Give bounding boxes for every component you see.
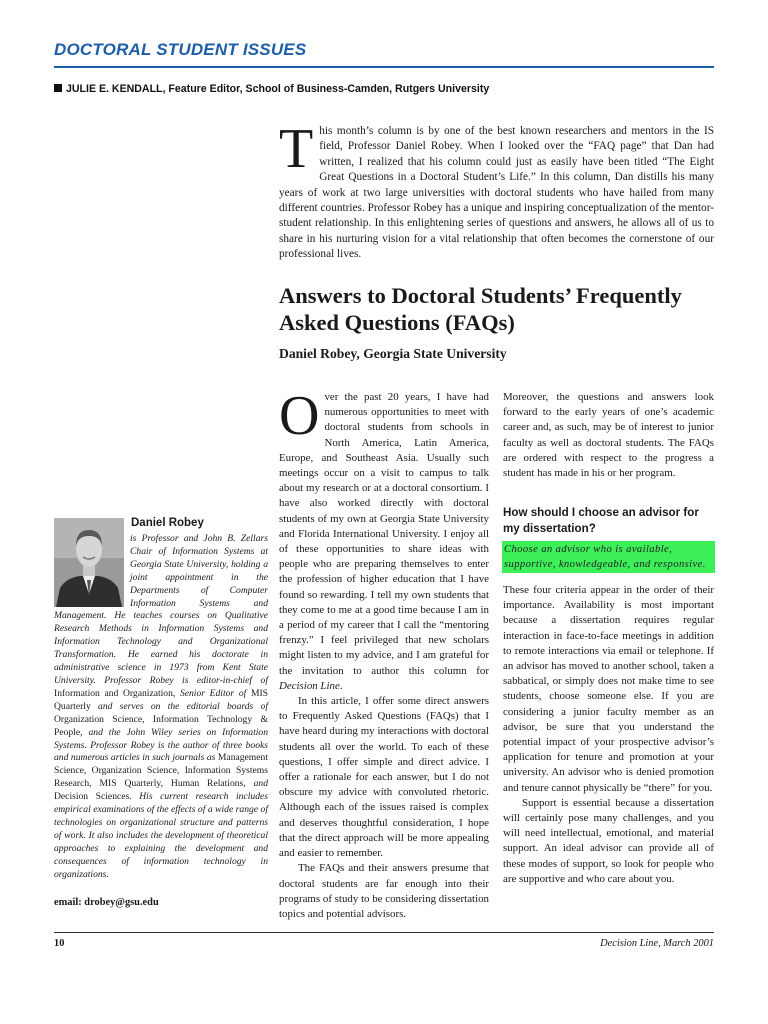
section-title: DOCTORAL STUDENT ISSUES <box>54 40 307 59</box>
body-right-paragraph-2: These four criteria appear in the order of their importance. Availability is most important because a dissertation requires regular interaction in face-to-face meetings in addition to remote interactions via email or telephone. If an advisor has moved to another school, taken a sabbatical, or simply does not make time to see students, choose someone else. If you are considering a junior faculty member as an advisor, be sure that you understand the potential impact of your prospective advisor’s application for tenure and promotion at your university. An advisor who is denied promotion and tenure cannot physically be “there” for you. <box>503 584 714 794</box>
publication-name: Decision Line, March 2001 <box>600 938 714 949</box>
decision-line-title: Decision Line <box>279 679 340 692</box>
author-name: Daniel Robey <box>131 517 204 529</box>
bio-text: and the John Wiley series on Information Systems. Professor Robey is the author of three books and numerous articles in such journals as <box>54 726 268 764</box>
intro-drop-cap: T <box>279 118 314 180</box>
bio-text: is Professor and John B. Zellars Chair of Information Systems at Georgia State University, holding a joint appointment in the Departments of Computer Information Systems and Management. He teaches courses on Qualitative Research Methods in Information Systems and Information Technology and Organizational Transformation. He earned his doctorate in administrative science in 1973 from Kent State University. Professor Robey is editor-in-chief of <box>54 533 268 686</box>
editor-credit <box>54 83 489 95</box>
faq-question: How should I choose an advisor for my dissertation? <box>503 506 699 535</box>
article-title: Answers to Doctoral Students’ Frequently Asked Questions (FAQs) <box>279 283 682 335</box>
bio-text: His current research includes empirical examinations of the effects of a wide range of technologies on organizational structure and patterns of work. It also includes the development of theoretical approaches to explaining the development and consequences of information technology in organizations. <box>54 791 268 880</box>
body-paragraph-1 <box>279 385 489 694</box>
faq-answer-highlight: Choose an advisor who is available, supportive, knowledgeable, and responsive. <box>502 541 715 573</box>
body-right-paragraph-1: Moreover, the questions and answers look forward to the early years of one’s academic career and, as such, may be of interest to junior faculty as well as doctoral students. The FAQs are ordered with respect to the progress a student has made in his or her program. <box>503 391 714 480</box>
bio-text: and serves on the editorial boards of <box>98 700 268 712</box>
body-p1-end: . <box>339 679 343 692</box>
body-drop-cap: O <box>279 385 320 447</box>
bio-text: Decision Sciences. <box>54 791 132 803</box>
bio-text: Information and Organization, <box>54 687 176 699</box>
bio-text: Senior Editor of <box>179 687 247 699</box>
editor-credit-text: JULIE E. KENDALL, Feature Editor, School of Business-Camden, Rutgers University <box>66 83 490 95</box>
bio-text: Management Science, Organization Science, Information Systems Research, MIS Quarterly, Human Relations, <box>54 752 268 790</box>
body-p1-text: ver the past 20 years, I have had numerous opportunities to meet with doctoral students from schools in North America, Latin America, Europe, and Southeast Asia. Usually such meetings occur on a visit to campus to talk about my research or at a doctoral consortium. I have also worked directly with doctoral students of my own at Georgia State University and Florida International University. I enjoy all of these opportunities to share ideas with people who are preparing themselves to enter the profession of higher education that I have found so rewarding. I tell my own students that they come to me at a good time because I am in a period of my career that I call the “mentoring frenzy.” I feel privileged that new scholars might listen to my advice, and I am grateful for the invitation to author this column for <box>279 391 489 677</box>
intro-paragraph <box>279 118 714 263</box>
article-byline: Daniel Robey, Georgia State University <box>279 346 507 361</box>
body-paragraph-2: In this article, I offer some direct answers to Frequently Asked Questions (FAQs) that I have heard during my interactions with doctoral students all over the world. To each of these questions, I offer simple and direct advice. I offer a rationale for each answer, but I do not obscure my advice with convoluted rhetoric. Although each of the issues raised is complex and deserves thoughtful consideration, I hope that the direct approach will be more appealing and easier to remember. <box>279 695 489 860</box>
square-bullet-icon <box>54 84 62 92</box>
bio-text: Organization Science, Information Technology & People, <box>54 713 268 738</box>
footer-rule <box>54 932 714 933</box>
page-number: 10 <box>54 938 65 949</box>
header-rule <box>54 66 714 68</box>
intro-text: his month’s column is by one of the best known researchers and mentors in the IS field, Professor Daniel Robey. When I looked over the “FAQ page” that Dan had written, I realized that his column could just as easily have been titled “The Eight Great Questions in a Doctoral Student’s Life.” In this column, Dan distills his many years of work at two large universities with doctoral students who have hailed from many different countries. Professor Robey has a unique and inspiring conceptualization of the mentor-student relationship. In this enlightening series of questions and answers, he allows all of us to share in his nurturing vision for a vital relationship that often becomes the cornerstone of our professional lives. <box>279 125 714 261</box>
bio-text: MIS Quarterly <box>54 687 269 712</box>
author-email: email: drobey@gsu.edu <box>54 897 159 908</box>
body-right-paragraph-3: Support is essential because a dissertation will certainly pose many challenges, and you will need intellectual, emotional, and material support. An ideal advisor can provide all of these modes of support, so look for people who are supportive and who care about you. <box>503 796 714 885</box>
body-column-left <box>279 385 489 922</box>
body-column-right-intro <box>503 390 714 481</box>
body-column-right-answer <box>503 583 714 887</box>
body-paragraph-3: The FAQs and their answers presume that doctoral students are far enough into their programs of study to be considering dissertation topics and potential advisors. <box>279 862 489 920</box>
author-bio <box>54 533 268 881</box>
bio-text: and <box>253 778 268 790</box>
